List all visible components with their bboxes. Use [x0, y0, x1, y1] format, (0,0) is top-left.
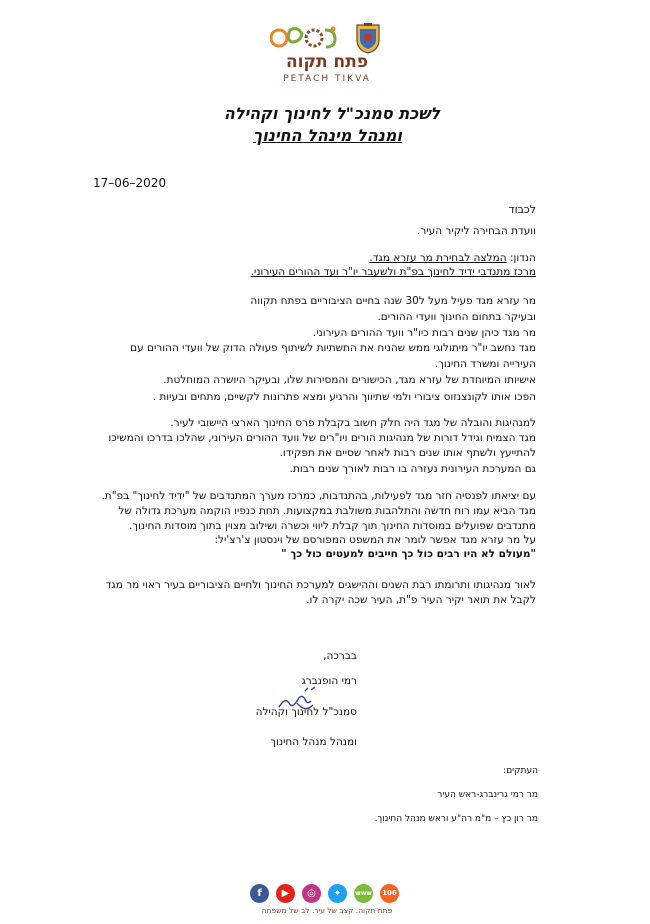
body-line: מר עזרא מגד פעיל מעל ל30 שנה בחיים הציבוריים בפתח תקווה [250, 295, 536, 307]
city-logo-mark [270, 24, 340, 54]
body-line: לאור מנהיגותו ותרומתו רבת השנים וההישגים למערכת החינוך ולחיים הציבוריים בעיר ראוי מר מגד [105, 579, 536, 591]
body-line: להתייעץ ולשתף אותו שנים רבות לאחר שסיים את תפקידו. [279, 447, 536, 459]
city-name: פתח תקוה [285, 52, 369, 72]
city-crest-icon [355, 22, 381, 54]
subject-text: המלצה לבחירת מר עזרא מגד. [369, 252, 507, 264]
body-line: לקבל את תואר יקיר העיר פ"ת, העיר שכה יקרה לו. [306, 594, 536, 606]
body-line: מגד הביא עמו רוח חדשה והתלהבות משולבת במקצועות. תחת כנפיו הוקמה מערכת גדולה של [118, 505, 536, 517]
churchill-quote: "מעולם לא היו רבים כול כך חייבים למעטים כול כך " [281, 548, 536, 560]
body-line: גם המערכת העירונית נעזרה בו רבות לאורך שנים רבות. [289, 463, 536, 475]
page-title: לשכת סמנכ"ל לחינוך וקהילה [223, 104, 440, 123]
subject-line-2: מרכז מתנדבי ידיד לחינוך בפ"ת ולשעבר יו"ר ועד ההורים העירוני. [250, 266, 536, 278]
body-line: אישיותו המיוחדת של עזרא מגד, הכישורים והמסירות שלו, ובעיקר היושרה המוחלטת. [163, 374, 536, 386]
cc-label: העתקים: [503, 766, 538, 776]
salutation: לכבוד [508, 203, 536, 216]
body-line: הפכו אותו לקונצנזוס ציבורי ולמי שתיווך והרגיע ומצא פתרונות לקשיים, מתחים ובעיות . [152, 391, 536, 403]
www-icon[interactable]: www [354, 884, 373, 903]
facebook-icon[interactable]: f [250, 884, 269, 903]
twitter-icon[interactable]: ✦ [328, 884, 347, 903]
subject-line-1 [369, 251, 536, 265]
body-line: מתנדבים שפועלים במוסדות החינוך תוך קבלת ליווי וכשרה ושילוב מצוין בתוך מוסדות החינוך. [129, 520, 536, 532]
body-line: מגד הצמיח וגידל דורות של מנהיגות הורים ויו"רים של וועד ההורים העירוני, שהלכו בדרכו והמשיכו [108, 432, 536, 444]
letter-date: 17–06–2020 [93, 176, 167, 190]
body-line: עם יציאתו לפנסיה חזר מגד לפעילות, בהתנדבות, כמרכז מערך המתנדבים של "ידיד לחינוך" בפ"ת. [101, 490, 536, 502]
cc-item: מר רמי גרינברג-ראש העיר [437, 790, 538, 800]
signer-name: רמי הופנברג [301, 675, 357, 687]
page-subtitle: ומנהל מינהל החינוך [252, 126, 402, 145]
city-name-latin: PETACH TIKVA [283, 74, 371, 84]
subject-label: הנדון: [509, 252, 536, 264]
social-icons-bar [248, 884, 404, 904]
radio-106-icon[interactable]: 106 [380, 884, 399, 903]
body-line: על מר עזרא מגד אפשר לומר את המשפט המפורסם של וינסטון צ'רצ'יל: [214, 534, 536, 546]
cc-item: מר רון כץ – מ"מ רה"ע וראש מנהל החינוך. [374, 814, 538, 824]
body-line: ובעיקר בתחום החינוך וועדי ההורים. [377, 311, 536, 323]
body-line: למנהיגות והובלה של מגד היה חלק חשוב בקבלת פרס החינוך הארצי היישובי לעיר. [170, 417, 536, 429]
body-line: מגד נחשב יו"ר מיתולוגי ממש שהניח את התשתיות לשיתוף פעולה הדוק של וועדי ההורים עם [130, 342, 536, 354]
youtube-icon[interactable]: ▶ [276, 884, 295, 903]
closing-greeting: בברכה, [323, 650, 357, 662]
body-line: העירייה ומשרד החינוך. [434, 358, 536, 370]
instagram-icon[interactable]: ◎ [302, 884, 321, 903]
signer-role-1: סמנכ"ל לחינוך וקהילה [255, 706, 357, 718]
footer-slogan: פתח תקוה. קצב של עיר. לב של משפחה [261, 906, 393, 915]
signer-role-2: ומנהל מנהל החינוך [270, 736, 357, 748]
recipient: וועדת הבחירה ליקיר העיר. [417, 225, 536, 237]
body-line: מר מגד כיהן שנים רבות כיו"ר וועד ההורים העירוני. [312, 327, 536, 339]
